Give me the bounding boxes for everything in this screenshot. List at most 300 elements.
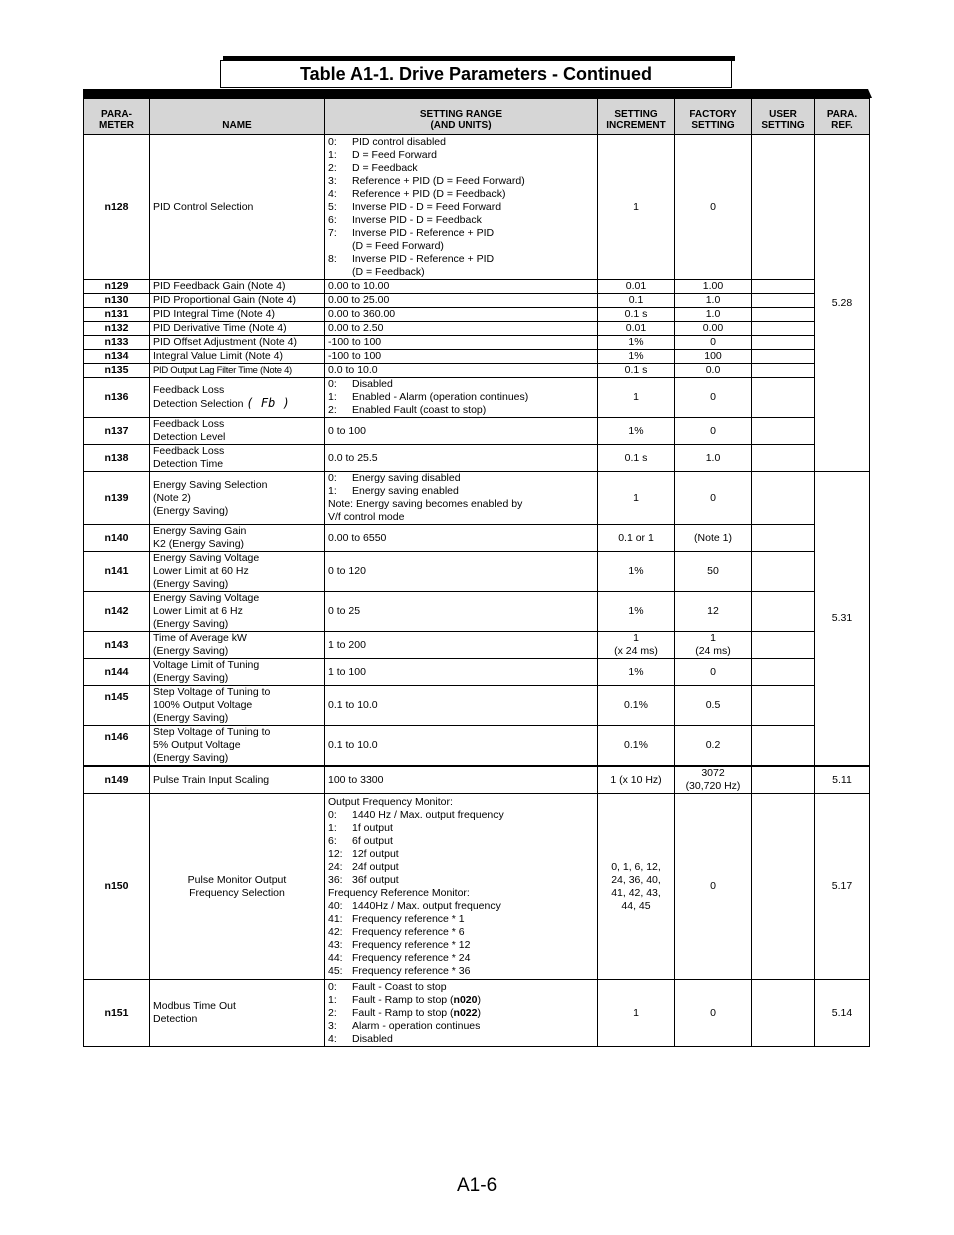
option <box>328 926 594 939</box>
option-key: 0: <box>328 980 337 993</box>
para-ref: 5.14 <box>815 980 870 1047</box>
param-id: n140 <box>84 525 150 552</box>
option-list <box>328 809 594 887</box>
setting-increment: 0.01 <box>598 280 675 294</box>
table-row <box>84 980 870 1047</box>
option-key: 5: <box>328 200 337 213</box>
option <box>328 472 594 485</box>
param-name: Pulse Train Input Scaling <box>150 766 325 794</box>
table-row <box>84 686 870 726</box>
table-row <box>84 280 870 294</box>
option-text: 1440Hz / Max. output frequency <box>352 899 501 912</box>
setting-range: 0.00 to 360.00 <box>325 308 598 322</box>
header-factory-label: FACTORY SETTING <box>689 109 737 131</box>
option <box>328 253 594 266</box>
range-heading: Output Frequency Monitor: <box>328 795 453 808</box>
setting-increment: 0.1 s <box>598 445 675 472</box>
option <box>328 939 594 952</box>
param-reference: n022 <box>453 1006 478 1019</box>
option-text: Reference + PID (D = Feedback) <box>352 187 506 200</box>
param-name: PID Output Lag Filter Time (Note 4) <box>150 364 325 378</box>
setting-range: 0.00 to 2.50 <box>325 322 598 336</box>
header-increment <box>598 99 675 135</box>
name-line: Step Voltage of Tuning to <box>153 726 271 738</box>
setting-range <box>325 472 598 525</box>
name-line: Feedback Loss <box>153 445 225 457</box>
table-row <box>84 766 870 794</box>
setting-range: -100 to 100 <box>325 350 598 364</box>
option-key: 1: <box>328 485 337 497</box>
name-line: Modbus Time Out <box>153 1000 236 1012</box>
name-line: Pulse Monitor Output <box>187 873 287 886</box>
option <box>328 874 594 887</box>
name-line: Energy Saving Selection <box>153 478 268 491</box>
table-row <box>84 308 870 322</box>
option <box>328 214 594 227</box>
option-text: Energy saving disabled <box>352 472 461 484</box>
param-name <box>150 726 325 767</box>
option-key: 1: <box>328 993 337 1006</box>
drive-parameters-table <box>83 98 870 1047</box>
display-glyph: ( Fb ) <box>246 396 290 410</box>
table-row <box>84 794 870 980</box>
name-line: 5% Output Voltage <box>153 739 241 751</box>
option-text: Alarm - operation continues <box>352 1019 481 1032</box>
option-text: (D = Feedback) <box>352 265 425 278</box>
option-text: 1440 Hz / Max. output frequency <box>352 808 504 821</box>
setting-increment: 0.1 s <box>598 364 675 378</box>
setting-increment: 1% <box>598 659 675 686</box>
user-setting <box>752 472 815 525</box>
user-setting <box>752 766 815 794</box>
setting-increment: 0.1 s <box>598 308 675 322</box>
name-line: Energy Saving Gain <box>153 525 247 537</box>
option-key: 24: <box>328 860 343 873</box>
factory-setting: 0 <box>675 135 752 280</box>
setting-range <box>325 794 598 980</box>
user-setting <box>752 294 815 308</box>
param-id: n139 <box>84 472 150 525</box>
option-text: D = Feedback <box>352 161 418 174</box>
table-title-frame <box>220 56 736 90</box>
factory-line: 1 <box>710 632 716 644</box>
param-id: n150 <box>84 794 150 980</box>
setting-increment <box>598 794 675 980</box>
setting-range: 0 to 25 <box>325 592 598 632</box>
setting-increment: 1% <box>598 418 675 445</box>
setting-range <box>325 135 598 280</box>
name-line: Lower Limit at 6 Hz <box>153 605 243 617</box>
option-text: Inverse PID - Reference + PID <box>352 226 495 239</box>
option-key: 41: <box>328 912 343 925</box>
option-text: ) <box>477 993 481 1006</box>
option-text: 6f output <box>352 834 393 847</box>
option <box>328 201 594 214</box>
option-key: 12: <box>328 847 343 860</box>
param-id: n137 <box>84 418 150 445</box>
factory-setting: 50 <box>675 552 752 592</box>
param-id: n132 <box>84 322 150 336</box>
option-text: Energy saving enabled <box>352 485 459 497</box>
option <box>328 809 594 822</box>
header-user-label: USER SETTING <box>761 109 805 131</box>
param-id: n143 <box>84 632 150 659</box>
option <box>328 378 594 391</box>
increment-line: 1 <box>633 632 639 644</box>
param-name: Integral Value Limit (Note 4) <box>150 350 325 364</box>
option-key: 0: <box>328 472 337 484</box>
name-line: Energy Saving Voltage <box>153 552 260 564</box>
header-name: NAME <box>150 99 325 135</box>
option-key: 44: <box>328 951 343 964</box>
setting-increment: 1 (x 10 Hz) <box>598 766 675 794</box>
option <box>328 848 594 861</box>
user-setting <box>752 592 815 632</box>
option-text: Fault - Ramp to stop ( <box>352 1006 454 1019</box>
user-setting <box>752 378 815 418</box>
name-line: Detection Selection <box>153 398 244 410</box>
option <box>328 188 594 201</box>
option-key: 8: <box>328 252 337 265</box>
setting-range: 100 to 3300 <box>325 766 598 794</box>
option-list <box>328 900 594 978</box>
name-line: Feedback Loss <box>153 418 225 430</box>
option <box>328 404 594 417</box>
setting-range: 0.1 to 10.0 <box>325 686 598 726</box>
option-key: 40: <box>328 899 343 912</box>
param-name: PID Control Selection <box>150 135 325 280</box>
param-id: n138 <box>84 445 150 472</box>
option-text: (D = Feed Forward) <box>352 239 444 252</box>
factory-setting: 0 <box>675 336 752 350</box>
setting-increment: 0.1 or 1 <box>598 525 675 552</box>
name-line: (Energy Saving) <box>153 578 229 590</box>
user-setting <box>752 686 815 726</box>
param-name: PID Derivative Time (Note 4) <box>150 322 325 336</box>
option <box>328 913 594 926</box>
factory-setting: 12 <box>675 592 752 632</box>
setting-range: 0 to 120 <box>325 552 598 592</box>
option-text: ) <box>477 1006 481 1019</box>
setting-increment: 1% <box>598 350 675 364</box>
factory-setting: 1.00 <box>675 280 752 294</box>
name-line: Feedback Loss <box>153 384 225 396</box>
option <box>328 835 594 848</box>
name-line: (Note 2) <box>153 491 191 504</box>
option-key: 43: <box>328 938 343 951</box>
option <box>328 391 594 404</box>
param-id: n129 <box>84 280 150 294</box>
setting-range <box>325 378 598 418</box>
option-key: 2: <box>328 1006 337 1019</box>
name-line: Frequency Selection <box>189 886 285 899</box>
table-row <box>84 726 870 767</box>
setting-range: 0.0 to 10.0 <box>325 364 598 378</box>
option-text: 36f output <box>352 873 399 886</box>
setting-increment: 1 <box>598 472 675 525</box>
option-key: 2: <box>328 404 337 416</box>
factory-setting: 0.5 <box>675 686 752 726</box>
user-setting <box>752 445 815 472</box>
option-key: 4: <box>328 187 337 200</box>
name-line: (Energy Saving) <box>153 618 229 630</box>
option-text: Frequency reference * 36 <box>352 964 471 977</box>
factory-setting: 1.0 <box>675 445 752 472</box>
name-line: K2 (Energy Saving) <box>153 538 245 550</box>
user-setting <box>752 418 815 445</box>
factory-setting: (Note 1) <box>675 525 752 552</box>
option-list <box>328 136 594 279</box>
param-name: PID Integral Time (Note 4) <box>150 308 325 322</box>
table-row <box>84 659 870 686</box>
factory-setting: 0 <box>675 418 752 445</box>
name-line: 100% Output Voltage <box>153 699 253 711</box>
option <box>328 900 594 913</box>
user-setting <box>752 980 815 1047</box>
table-row <box>84 418 870 445</box>
option <box>328 981 594 994</box>
param-name <box>150 686 325 726</box>
option-key: 0: <box>328 378 337 390</box>
param-name <box>150 418 325 445</box>
user-setting <box>752 280 815 294</box>
option-text: Frequency reference * 12 <box>352 938 471 951</box>
table-row <box>84 525 870 552</box>
user-setting <box>752 308 815 322</box>
setting-increment: 1% <box>598 552 675 592</box>
setting-increment <box>598 632 675 659</box>
param-id: n145 <box>84 686 150 726</box>
table-row <box>84 552 870 592</box>
increment-line: 44, 45 <box>621 899 651 912</box>
option <box>328 162 594 175</box>
header-parameter-label: PARA- METER <box>99 109 134 131</box>
option-key: 1: <box>328 148 337 161</box>
factory-line: (30,720 Hz) <box>685 780 741 792</box>
option-key: 42: <box>328 925 343 938</box>
option-key: 2: <box>328 161 337 174</box>
table-row <box>84 364 870 378</box>
setting-range: -100 to 100 <box>325 336 598 350</box>
header-range-label: SETTING RANGE (AND UNITS) <box>419 109 503 131</box>
increment-line: 24, 36, 40, <box>611 873 661 886</box>
option-text: PID control disabled <box>352 135 446 148</box>
option-key: 1: <box>328 391 337 403</box>
option-text: D = Feed Forward <box>352 148 437 161</box>
user-setting <box>752 525 815 552</box>
name-line: (Energy Saving) <box>153 672 229 684</box>
option <box>328 175 594 188</box>
option <box>328 1033 594 1046</box>
setting-range: 0.1 to 10.0 <box>325 726 598 767</box>
option-key: 0: <box>328 808 337 821</box>
factory-setting: 0.00 <box>675 322 752 336</box>
user-setting <box>752 726 815 767</box>
setting-increment: 0.1% <box>598 686 675 726</box>
option <box>328 822 594 835</box>
name-line: (Energy Saving) <box>153 504 229 517</box>
setting-range: 0.00 to 10.00 <box>325 280 598 294</box>
param-name <box>150 552 325 592</box>
option-key: 4: <box>328 1032 337 1045</box>
factory-setting: 100 <box>675 350 752 364</box>
setting-increment: 1% <box>598 336 675 350</box>
table-row <box>84 322 870 336</box>
option-text: Disabled <box>352 378 393 390</box>
option-text: Fault - Ramp to stop ( <box>352 993 454 1006</box>
table-row <box>84 350 870 364</box>
param-name <box>150 794 325 980</box>
option-text: Frequency reference * 6 <box>352 925 465 938</box>
factory-setting: 0 <box>675 472 752 525</box>
setting-increment: 1 <box>598 980 675 1047</box>
header-user <box>752 99 815 135</box>
factory-setting: 0 <box>675 378 752 418</box>
param-name <box>150 980 325 1047</box>
option-text: Disabled <box>352 1032 393 1045</box>
param-name <box>150 378 325 418</box>
increment-line: 41, 42, 43, <box>611 886 661 899</box>
option <box>328 136 594 149</box>
option <box>328 952 594 965</box>
option-text: Enabled - Alarm (operation continues) <box>352 391 529 403</box>
para-ref: 5.11 <box>815 766 870 794</box>
param-name <box>150 632 325 659</box>
range-note: Note: Energy saving becomes enabled by <box>328 498 523 510</box>
param-id: n134 <box>84 350 150 364</box>
header-factory <box>675 99 752 135</box>
param-name: PID Feedback Gain (Note 4) <box>150 280 325 294</box>
param-id: n142 <box>84 592 150 632</box>
option <box>328 227 594 240</box>
option-text: Reference + PID (D = Feed Forward) <box>352 174 525 187</box>
name-line: Detection Level <box>153 431 226 443</box>
range-heading: Frequency Reference Monitor: <box>328 886 470 899</box>
param-name <box>150 592 325 632</box>
option-key: 6: <box>328 834 337 847</box>
setting-range: 0.00 to 25.00 <box>325 294 598 308</box>
param-name <box>150 659 325 686</box>
option <box>328 965 594 978</box>
param-id: n136 <box>84 378 150 418</box>
option <box>328 1007 594 1020</box>
param-name <box>150 525 325 552</box>
table-row <box>84 294 870 308</box>
option-key: 3: <box>328 1019 337 1032</box>
setting-range: 0.0 to 25.5 <box>325 445 598 472</box>
header-ref-label: PARA. REF. <box>826 109 858 131</box>
setting-increment: 1 <box>598 378 675 418</box>
option-text: Inverse PID - D = Feedback <box>352 213 482 226</box>
option-key: 0: <box>328 135 337 148</box>
name-line: Time of Average kW <box>153 632 247 644</box>
param-name: PID Proportional Gain (Note 4) <box>150 294 325 308</box>
param-id: n149 <box>84 766 150 794</box>
option-text: Frequency reference * 1 <box>352 912 465 925</box>
factory-setting <box>675 632 752 659</box>
para-ref: 5.31 <box>815 472 870 767</box>
setting-increment: 0.01 <box>598 322 675 336</box>
setting-increment: 0.1% <box>598 726 675 767</box>
factory-setting: 0.0 <box>675 364 752 378</box>
param-name <box>150 472 325 525</box>
param-id: n146 <box>84 726 150 767</box>
option <box>328 1020 594 1033</box>
range-note: V/f control mode <box>328 511 405 523</box>
name-line: Energy Saving Voltage <box>153 592 260 604</box>
name-line: (Energy Saving) <box>153 752 229 764</box>
header-parameter <box>84 99 150 135</box>
option-text: Enabled Fault (coast to stop) <box>352 404 487 416</box>
para-ref: 5.17 <box>815 794 870 980</box>
setting-increment: 1 <box>598 135 675 280</box>
option-list <box>328 378 594 417</box>
factory-setting: 0 <box>675 794 752 980</box>
factory-setting: 0 <box>675 980 752 1047</box>
param-name: PID Offset Adjustment (Note 4) <box>150 336 325 350</box>
param-id: n141 <box>84 552 150 592</box>
user-setting <box>752 659 815 686</box>
option <box>328 149 594 162</box>
name-line: (Energy Saving) <box>153 645 229 657</box>
option-text: 24f output <box>352 860 399 873</box>
option-text: Inverse PID - Reference + PID <box>352 252 495 265</box>
option-text: Fault - Coast to stop <box>352 980 447 993</box>
user-setting <box>752 632 815 659</box>
option <box>328 485 594 498</box>
option-key: 45: <box>328 964 343 977</box>
option-key: 1: <box>328 821 337 834</box>
param-id: n151 <box>84 980 150 1047</box>
setting-range: 1 to 100 <box>325 659 598 686</box>
table-row <box>84 378 870 418</box>
name-line: Step Voltage of Tuning to <box>153 686 271 698</box>
setting-range <box>325 980 598 1047</box>
increment-line: 0, 1, 6, 12, <box>611 860 661 873</box>
name-line: Detection <box>153 1013 198 1025</box>
user-setting <box>752 350 815 364</box>
user-setting <box>752 135 815 280</box>
para-ref: 5.28 <box>815 135 870 472</box>
table-row <box>84 445 870 472</box>
factory-setting: 0.2 <box>675 726 752 767</box>
param-id: n131 <box>84 308 150 322</box>
factory-setting: 0 <box>675 659 752 686</box>
option-key: 6: <box>328 213 337 226</box>
header-ref <box>815 99 870 135</box>
factory-setting <box>675 766 752 794</box>
setting-range: 0.00 to 6550 <box>325 525 598 552</box>
option-text: Inverse PID - D = Feed Forward <box>352 200 502 213</box>
setting-range: 0 to 100 <box>325 418 598 445</box>
param-id: n130 <box>84 294 150 308</box>
name-line: (Energy Saving) <box>153 712 229 724</box>
increment-line: (x 24 ms) <box>614 645 658 657</box>
table-row <box>84 632 870 659</box>
user-setting <box>752 552 815 592</box>
param-name <box>150 445 325 472</box>
option <box>328 994 594 1007</box>
option-key: 36: <box>328 873 343 886</box>
setting-range: 1 to 200 <box>325 632 598 659</box>
option-key: 3: <box>328 174 337 187</box>
param-id: n144 <box>84 659 150 686</box>
option-list <box>328 472 594 498</box>
setting-increment: 0.1 <box>598 294 675 308</box>
table-row <box>84 135 870 280</box>
param-reference: n020 <box>453 993 478 1006</box>
setting-increment: 1% <box>598 592 675 632</box>
